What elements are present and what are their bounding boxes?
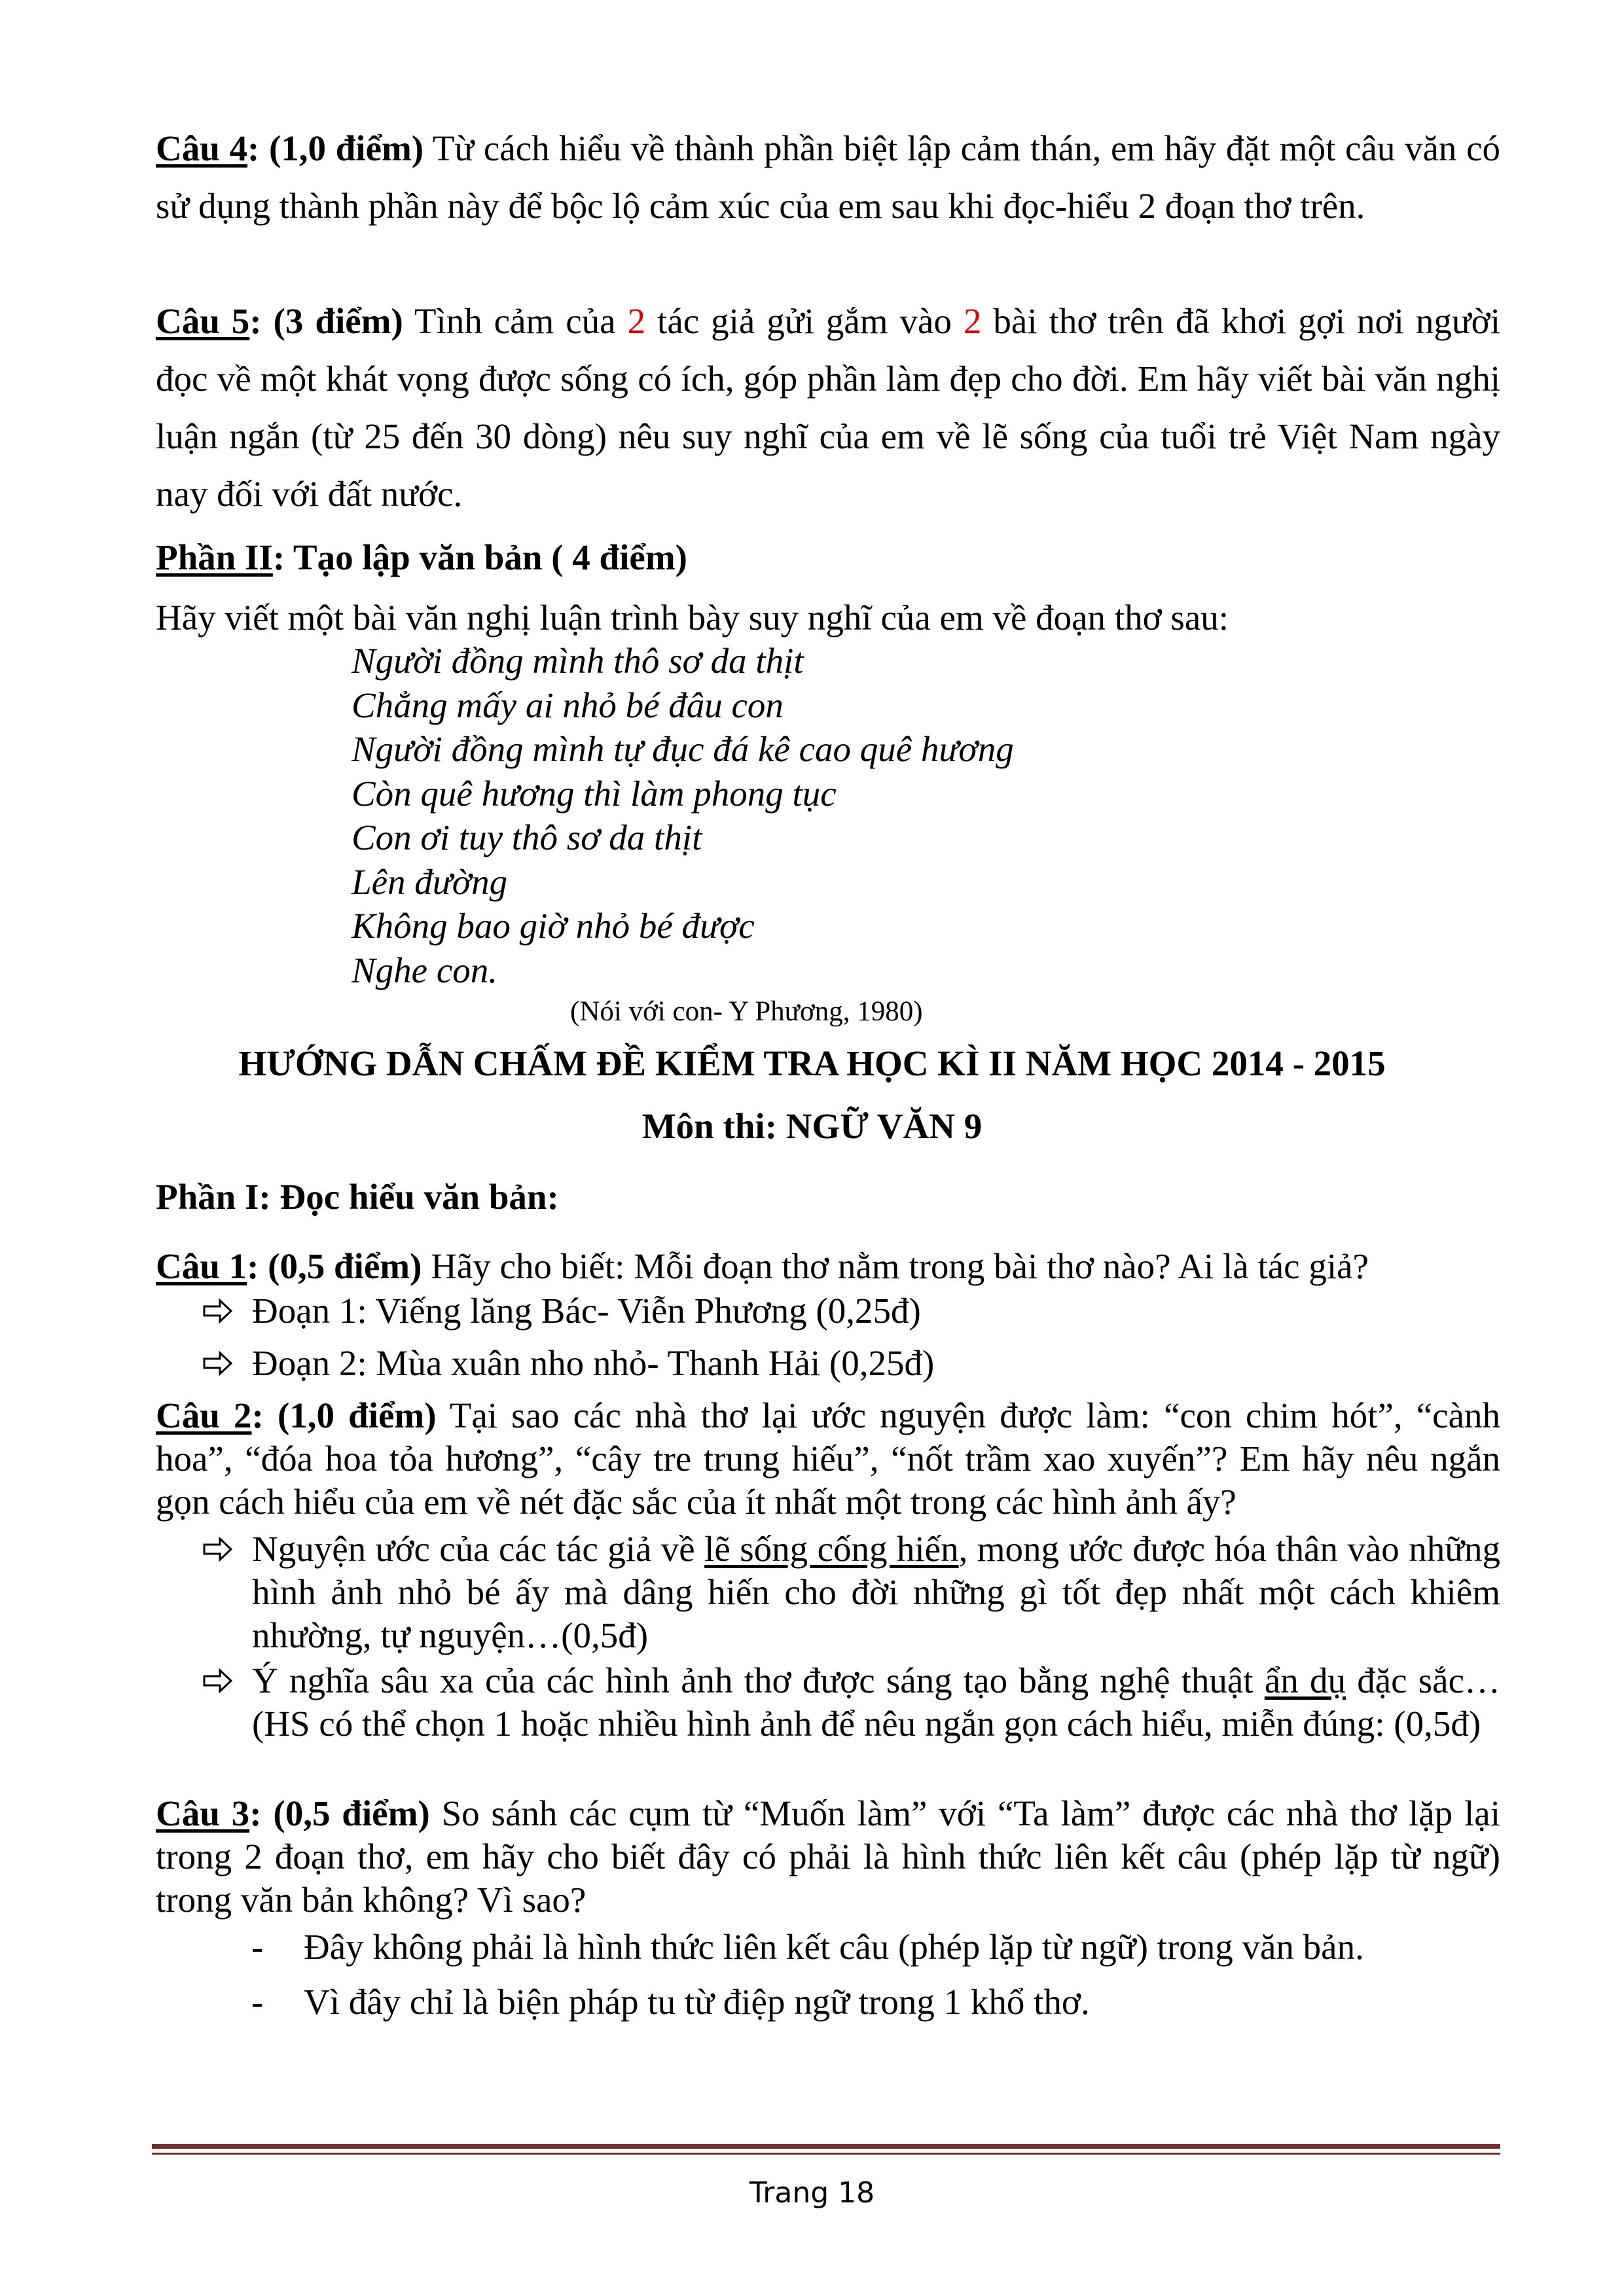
answer-3-label: Câu 3 (156, 1793, 250, 1833)
part-2-title: : Tạo lập văn bản ( 4 điểm) (272, 537, 687, 577)
answer-2-key-phrase: lẽ sống cống hiến (704, 1529, 959, 1569)
poem-source: (Nói với con- Y Phương, 1980) (570, 996, 923, 1027)
question-5-label: Câu 5 (156, 301, 250, 341)
answer-2-item (203, 1659, 1500, 1746)
poem (352, 639, 1014, 992)
answer-1-item (203, 1289, 1500, 1333)
question-4-points: (1,0 điểm) (268, 128, 424, 168)
answer-1-points: (0,5 điểm) (268, 1246, 422, 1286)
answer-2-item (203, 1528, 1500, 1657)
poem-line: Người đồng mình thô sơ da thịt (352, 641, 804, 681)
answer-question-3: Câu 3: (0,5 điểm) So sánh các cụm từ “Muốn làm” với “Ta làm” được các nhà thơ lặp lại trong 2 đoạn thơ, em hãy cho biết đây có phải là hình thức liên kết câu (phép lặp từ ngữ) trong văn bản không? Vì sao? (156, 1793, 1501, 1920)
question-5-points: (3 điểm) (273, 301, 403, 341)
question-5-text-b: tác giả gửi gắm vào (657, 301, 952, 341)
poem-line: Còn quê hương thì làm phong tục (352, 773, 837, 814)
answer-2-text: , mong ước được hóa thân vào những hình ảnh nhỏ bé ấy mà dâng hiến cho đời những gì tốt đẹp nhất một cách khiêm nhường, tự nguyện…(0,5đ) (252, 1529, 1501, 1655)
guide-part-1: Phần I: Đọc hiểu văn bản: (156, 1177, 559, 1217)
dash-bullet: - (251, 1927, 264, 1967)
question-5-text-c: bài thơ trên đã khơi gợi nơi người đọc về một khát vọng được sống có ích, góp phần làm đẹp cho đời. Em hãy viết bài văn nghị luận ngắn (từ 25 đến 30 dòng) nêu suy nghĩ của em về lẽ sống của tuổi trẻ Việt Nam ngày nay đối với đất nước. (156, 301, 1501, 514)
answer-3-item (251, 1926, 1364, 1969)
page-number: Trang 18 (749, 2176, 875, 2210)
answer-3-text: Đây không phải là hình thức liên kết câu (phép lặp từ ngữ) trong văn bản. (304, 1927, 1364, 1967)
guide-title: HƯỚNG DẪN CHẤM ĐỀ KIỂM TRA HỌC KÌ II NĂM HỌC 2014 - 2015 (238, 1043, 1386, 1083)
poem-line: Con ơi tuy thô sơ da thịt (352, 817, 702, 857)
answer-3-points: (0,5 điểm) (273, 1793, 430, 1833)
footer-rule (152, 2153, 1500, 2155)
arrow-right-icon (203, 1668, 233, 1693)
poem-line: Không bao giờ nhỏ bé được (352, 906, 755, 946)
question-4-text: Từ cách hiểu về thành phần biệt lập cảm thán, em hãy đặt một câu văn có sử dụng thành phần này để bộc lộ cảm xúc của em sau khi đọc-hiểu 2 đoạn thơ trên. (156, 128, 1500, 226)
answer-question-2: Câu 2: (1,0 điểm) Tại sao các nhà thơ lại ước nguyện được làm: “con chim hót”, “cành hoa”, “đóa hoa tỏa hương”, “cây tre trung hiếu”, “nốt trầm xao xuyến”? Em hãy nêu ngắn gọn cách hiểu của em về nét đặc sắc của ít nhất một trong các hình ảnh ấy? (156, 1395, 1500, 1522)
answer-2-label: Câu 2 (156, 1395, 252, 1435)
answer-2-question: Tại sao các nhà thơ lại ước nguyện được làm: “con chim hót”, “cành hoa”, “đóa hoa tỏa hương”, “cây tre trung hiếu”, “nốt trầm xao xuyến”? Em hãy nêu ngắn gọn cách hiểu của em về nét đặc sắc của ít nhất một trong các hình ảnh ấy? (156, 1395, 1500, 1522)
answer-1-text: Đoạn 1: Viếng lăng Bác- Viễn Phương (0,25đ) (252, 1291, 921, 1331)
answer-1-label: Câu 1 (156, 1246, 247, 1286)
arrow-right-icon (203, 1351, 233, 1376)
arrow-right-icon (203, 1299, 233, 1323)
poem-line: Nghe con. (352, 950, 498, 990)
question-5: Câu 5: (3 điểm) Tình cảm của 2 tác giả gửi gắm vào 2 bài thơ trên đã khơi gợi nơi người đọc về một khát vọng được sống có ích, góp phần làm đẹp cho đời. Em hãy viết bài văn nghị luận ngắn (từ 25 đến 30 dòng) nêu suy nghĩ của em về lẽ sống của tuổi trẻ Việt Nam ngày nay đối với đất nước. (156, 301, 1501, 514)
answer-2-text: Ý nghĩa sâu xa của các hình ảnh thơ được sáng tạo bằng nghệ thuật (252, 1660, 1254, 1700)
part-2-label: Phần II (156, 537, 273, 577)
part-2-prompt: Hãy viết một bài văn nghị luận trình bày suy nghĩ của em về đoạn thơ sau: (156, 598, 1229, 637)
answer-2-key-phrase: ẩn dụ (1264, 1660, 1346, 1700)
answer-1-question: Hãy cho biết: Mỗi đoạn thơ nằm trong bài thơ nào? Ai là tác giả? (431, 1246, 1369, 1286)
poem-line: Người đồng mình tự đục đá kê cao quê hương (352, 729, 1014, 769)
footer-rule (152, 2144, 1500, 2149)
answer-2-points: (1,0 điểm) (277, 1395, 437, 1435)
answer-1-item (203, 1342, 1500, 1385)
poem-line: Lên đường (352, 861, 508, 902)
question-4: Câu 4: (1,0 điểm) Từ cách hiểu về thành phần biệt lập cảm thán, em hãy đặt một câu văn có sử dụng thành phần này để bộc lộ cảm xúc của em sau khi đọc-hiểu 2 đoạn thơ trên. (156, 128, 1500, 226)
guide-subject: Môn thi: NGỮ VĂN 9 (641, 1106, 983, 1146)
answer-3-question: So sánh các cụm từ “Muốn làm” với “Ta làm” được các nhà thơ lặp lại trong 2 đoạn thơ, em hãy cho biết đây có phải là hình thức liên kết câu (phép lặp từ ngữ) trong văn bản không? Vì sao? (156, 1793, 1501, 1920)
answer-1-text: Đoạn 2: Mùa xuân nho nhỏ- Thanh Hải (0,25đ) (252, 1343, 935, 1383)
dash-bullet: - (251, 1982, 264, 2022)
part-2-heading (156, 529, 1500, 586)
answer-3-text: Vì đây chỉ là biện pháp tu từ điệp ngữ trong 1 khổ thơ. (304, 1982, 1090, 2022)
question-5-text-a: Tình cảm của (414, 301, 616, 341)
poem-line: Chẳng mấy ai nhỏ bé đâu con (352, 685, 784, 725)
answer-3-item (251, 1981, 1090, 2024)
arrow-right-icon (203, 1537, 233, 1562)
question-5-number-2: 2 (963, 301, 982, 341)
answer-question-1: Câu 1: (0,5 điểm) Hãy cho biết: Mỗi đoạn thơ nằm trong bài thơ nào? Ai là tác giả? (156, 1246, 1369, 1286)
answer-2-text: Nguyện ước của các tác giả về (252, 1529, 695, 1569)
answer-2-text: đặc sắc… (HS có thể chọn 1 hoặc nhiều hình ảnh để nêu ngắn gọn cách hiểu, miễn đúng: (0,5đ) (252, 1660, 1500, 1744)
question-5-number-1: 2 (627, 301, 646, 341)
question-4-label: Câu 4 (156, 128, 247, 168)
